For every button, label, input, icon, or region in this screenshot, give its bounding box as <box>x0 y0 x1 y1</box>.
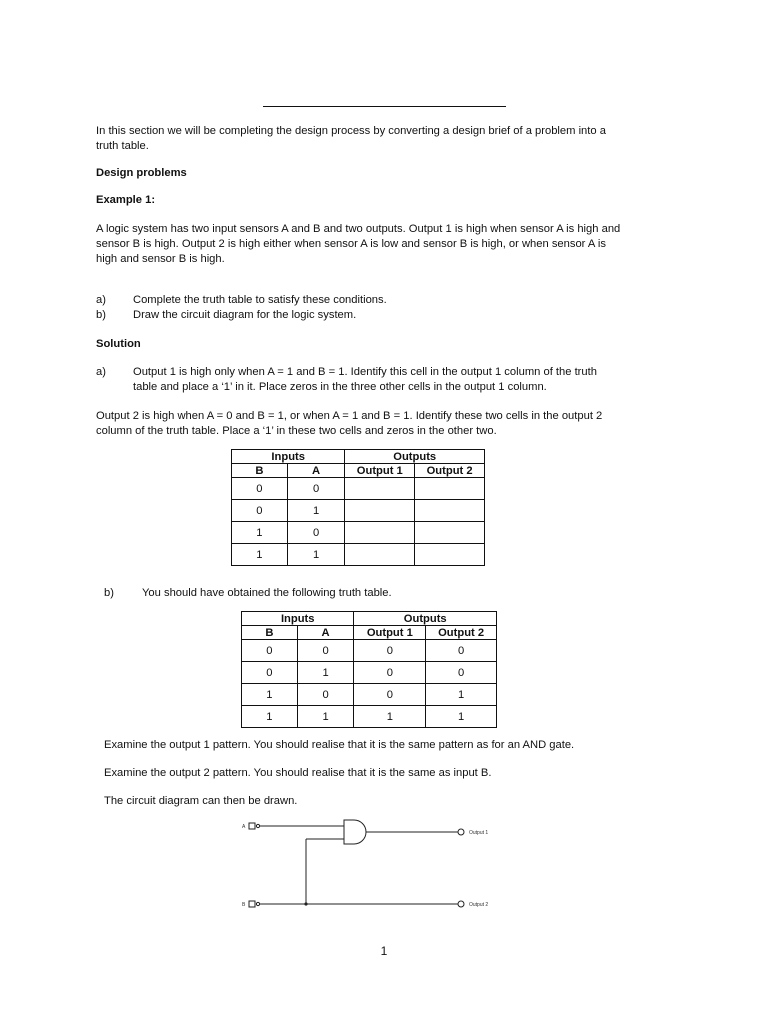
problem-line-3: high and sensor B is high. <box>96 253 225 265</box>
col-output1-header: Output 1 <box>354 626 426 640</box>
cell-output1: 1 <box>354 706 426 728</box>
cell-output2 <box>415 478 485 500</box>
solution-b-text: You should have obtained the following truth table. <box>142 587 392 599</box>
input-b-node-icon <box>256 902 259 905</box>
inputs-header: Inputs <box>242 612 354 626</box>
output-1-led-icon <box>458 829 464 835</box>
table-row <box>232 522 485 544</box>
circuit-intro: The circuit diagram can then be drawn. <box>104 795 298 807</box>
cell-b: 1 <box>242 706 298 728</box>
examine-output2: Examine the output 2 pattern. You should realise that it is the same as input B. <box>104 767 492 779</box>
cell-b: 0 <box>242 662 298 684</box>
col-b-header: B <box>232 464 288 478</box>
cell-output1: 0 <box>354 684 426 706</box>
input-a-node-icon <box>256 824 259 827</box>
col-output2-header: Output 2 <box>415 464 485 478</box>
input-b-label: B <box>242 902 246 908</box>
cell-output1 <box>345 500 415 522</box>
cell-output2 <box>415 544 485 566</box>
cell-b: 1 <box>232 522 288 544</box>
outputs-header: Outputs <box>345 450 485 464</box>
table-row <box>242 640 497 662</box>
output-1-label: Output 1 <box>469 830 489 836</box>
solution-b-marker: b) <box>104 587 114 599</box>
cell-a: 1 <box>297 662 354 684</box>
cell-output2 <box>415 522 485 544</box>
cell-a: 0 <box>297 640 354 662</box>
cell-a: 1 <box>287 544 345 566</box>
truth-table-blank <box>231 449 485 566</box>
col-output1-header: Output 1 <box>345 464 415 478</box>
inputs-header: Inputs <box>232 450 345 464</box>
cell-a: 1 <box>287 500 345 522</box>
table-row <box>232 544 485 566</box>
and-gate-icon <box>344 820 366 844</box>
table-row <box>242 706 497 728</box>
solution-a-marker: a) <box>96 366 106 378</box>
cell-output1: 0 <box>354 662 426 684</box>
cell-output2: 0 <box>426 640 497 662</box>
cell-output2: 1 <box>426 684 497 706</box>
cell-output1 <box>345 522 415 544</box>
task-a-text: Complete the truth table to satisfy these conditions. <box>133 294 387 306</box>
table-row <box>232 478 485 500</box>
solution-a-line-2: table and place a ‘1’ in it. Place zeros in the three other cells in the output 1 column. <box>133 381 547 393</box>
solution-a-line-1: Output 1 is high only when A = 1 and B = 1. Identify this cell in the output 1 column of the truth <box>133 366 597 378</box>
problem-line-2: sensor B is high. Output 2 is high either when sensor A is low and sensor B is high, or when sensor A is <box>96 238 606 250</box>
output-2-label: Output 2 <box>469 902 489 908</box>
cell-output2: 1 <box>426 706 497 728</box>
col-b-header: B <box>242 626 298 640</box>
cell-output1 <box>345 478 415 500</box>
cell-a: 0 <box>287 478 345 500</box>
heading-example-1: Example 1: <box>96 194 156 206</box>
page-number: 1 <box>380 944 388 958</box>
heading-design-problems: Design problems <box>96 167 187 179</box>
intro-paragraph: In this section we will be completing the design process by converting a design brief of a problem into a truth table. <box>96 125 606 152</box>
task-a-marker: a) <box>96 294 106 306</box>
output-2-led-icon <box>458 901 464 907</box>
outputs-header: Outputs <box>354 612 497 626</box>
col-a-header: A <box>297 626 354 640</box>
cell-a: 1 <box>297 706 354 728</box>
input-a-switch-icon <box>249 823 255 829</box>
col-output2-header: Output 2 <box>426 626 497 640</box>
junction-dot-icon <box>304 902 307 905</box>
cell-b: 1 <box>242 684 298 706</box>
circuit-diagram <box>226 814 506 914</box>
cell-b: 1 <box>232 544 288 566</box>
table-row <box>242 662 497 684</box>
problem-line-1: A logic system has two input sensors A and B and two outputs. Output 1 is high when sensor A is high and <box>96 223 621 235</box>
table-row <box>242 684 497 706</box>
heading-solution: Solution <box>96 338 141 350</box>
col-a-header: A <box>287 464 345 478</box>
truth-table-completed <box>241 611 497 728</box>
cell-b: 0 <box>232 500 288 522</box>
output2-line-1: Output 2 is high when A = 0 and B = 1, or when A = 1 and B = 1. Identify these two cells in the output 2 <box>96 410 603 422</box>
task-b-text: Draw the circuit diagram for the logic system. <box>133 309 357 321</box>
header-rule <box>263 106 506 107</box>
cell-output2 <box>415 500 485 522</box>
cell-output1 <box>345 544 415 566</box>
cell-a: 0 <box>287 522 345 544</box>
input-a-label: A <box>242 824 246 830</box>
cell-b: 0 <box>242 640 298 662</box>
table-row <box>232 500 485 522</box>
cell-output2: 0 <box>426 662 497 684</box>
output2-line-2: column of the truth table. Place a ‘1’ in these two cells and zeros in the other two. <box>96 425 497 437</box>
input-b-switch-icon <box>249 901 255 907</box>
cell-output1: 0 <box>354 640 426 662</box>
cell-b: 0 <box>232 478 288 500</box>
cell-a: 0 <box>297 684 354 706</box>
task-b-marker: b) <box>96 309 106 321</box>
examine-output1: Examine the output 1 pattern. You should realise that it is the same pattern as for an AND gate. <box>104 739 575 751</box>
